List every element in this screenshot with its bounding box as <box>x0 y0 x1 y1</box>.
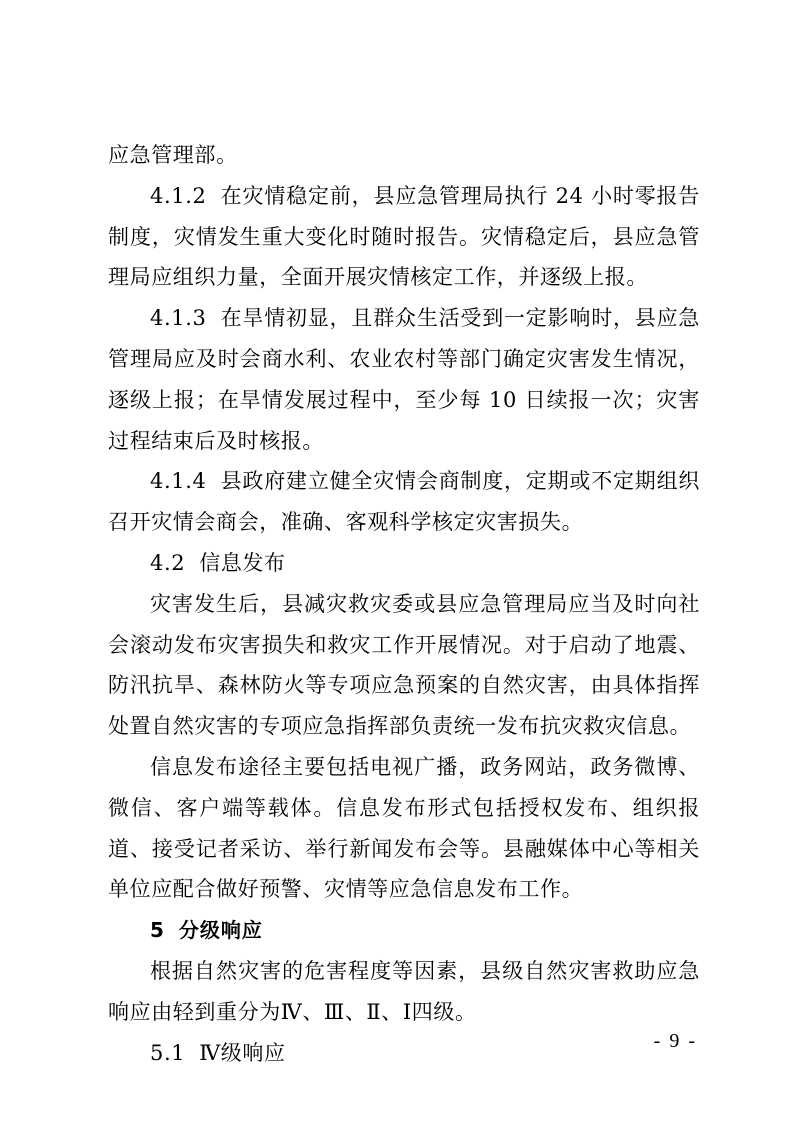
paragraph-text: 根据自然灾害的危害程度等因素，县级自然灾害救助应急响应由轻到重分为Ⅳ、Ⅲ、Ⅱ、Ⅰ四级。 <box>108 958 700 1024</box>
heading-5 <box>108 910 700 951</box>
paragraph-4-1-3 <box>108 298 700 461</box>
paragraph-text: 县政府建立健全灾情会商制度，定期或不定期组织召开灾情会商会，准确、客观科学核定灾害损失。 <box>108 469 700 535</box>
paragraph-4-1-2 <box>108 176 700 298</box>
section-number: 5.1 <box>150 1040 186 1065</box>
heading-text: Ⅳ级响应 <box>199 1040 286 1065</box>
heading-5-1 <box>108 1033 700 1074</box>
section-number: 4.1.4 <box>150 469 207 494</box>
heading-4-2 <box>108 543 700 584</box>
section-number: 5 <box>150 918 165 943</box>
section-number: 4.2 <box>150 550 186 575</box>
document-body <box>108 135 700 1073</box>
paragraph-text: 信息发布途径主要包括电视广播，政务网站，政务微博、微信、客户端等载体。信息发布形式包括授权发布、组织报道、接受记者采访、举行新闻发布会等。县融媒体中心等相关单位应配合做好预警、灾情等应急信息发布工作。 <box>108 754 700 902</box>
section-number: 4.1.2 <box>150 183 207 208</box>
paragraph-text: 在旱情初显，且群众生活受到一定影响时，县应急管理局应及时会商水利、农业农村等部门确定灾害发生情况，逐级上报；在旱情发展过程中，至少每 10 日续报一次；灾害过程结束后及时核报。 <box>108 306 700 453</box>
paragraph-info-release-2 <box>108 747 700 910</box>
section-number: 4.1.3 <box>150 306 207 331</box>
paragraph-text: 灾害发生后，县减灾救灾委或县应急管理局应当及时向社会滚动发布灾害损失和救灾工作开展情况。对于启动了地震、防汛抗旱、森林防火等专项应急预案的自然灾害，由具体指挥处置自然灾害的专项应急指挥部负责统一发布抗灾救灾信息。 <box>108 591 700 739</box>
heading-text: 分级响应 <box>178 918 263 943</box>
paragraph-info-release-1 <box>108 584 700 747</box>
paragraph-4-1-4 <box>108 461 700 543</box>
paragraph-text: 在灾情稳定前，县应急管理局执行 24 小时零报告制度，灾情发生重大变化时随时报告。灾情稳定后，县应急管理局应组织力量，全面开展灾情核定工作，并逐级上报。 <box>108 183 700 290</box>
paragraph-continuation: 应急管理部。 <box>108 143 238 167</box>
paragraph-response-levels <box>108 951 700 1033</box>
page-number: - 9 - <box>653 1030 697 1052</box>
heading-text: 信息发布 <box>199 550 286 575</box>
